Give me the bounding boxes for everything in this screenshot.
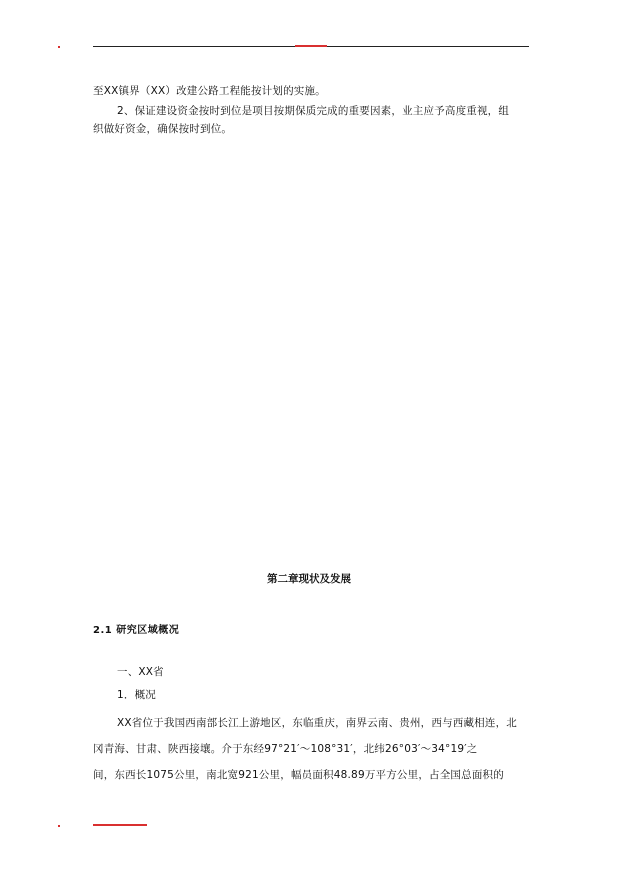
subheading-province: 一、XX省 — [117, 666, 164, 678]
paragraph-line-1: XX省位于我国西南部长江上游地区，东临重庆，南界云南、贵州，西与西藏相连，北 — [117, 717, 517, 729]
body-line-2: 2、保证建设资金按时到位是项目按期保质完成的重要因素，业主应予高度重视，组 — [117, 105, 510, 117]
footer-accent-bar — [93, 824, 147, 826]
header-accent-bar — [295, 45, 327, 47]
footer-left-mark — [58, 825, 60, 827]
header-left-mark — [58, 46, 60, 48]
body-line-3: 织做好资金，确保按时到位。 — [93, 123, 233, 135]
chapter-title: 第二章现状及发展 — [267, 573, 351, 585]
paragraph-line-2: 冈青海、甘肃、陕西接壤。介于东经97°21′～108°31′，北纬26°03′～34°19′之 — [93, 743, 478, 755]
section-heading: 2.1 研究区域概况 — [93, 625, 180, 636]
paragraph-line-3: 间，东西长1075公里，南北宽921公里，幅员面积48.89万平方公里，占全国总面积的 — [93, 769, 504, 781]
subheading-overview: 1．概况 — [117, 689, 156, 701]
body-line-1: 至XX镇界（XX）改建公路工程能按计划的实施。 — [93, 85, 326, 97]
